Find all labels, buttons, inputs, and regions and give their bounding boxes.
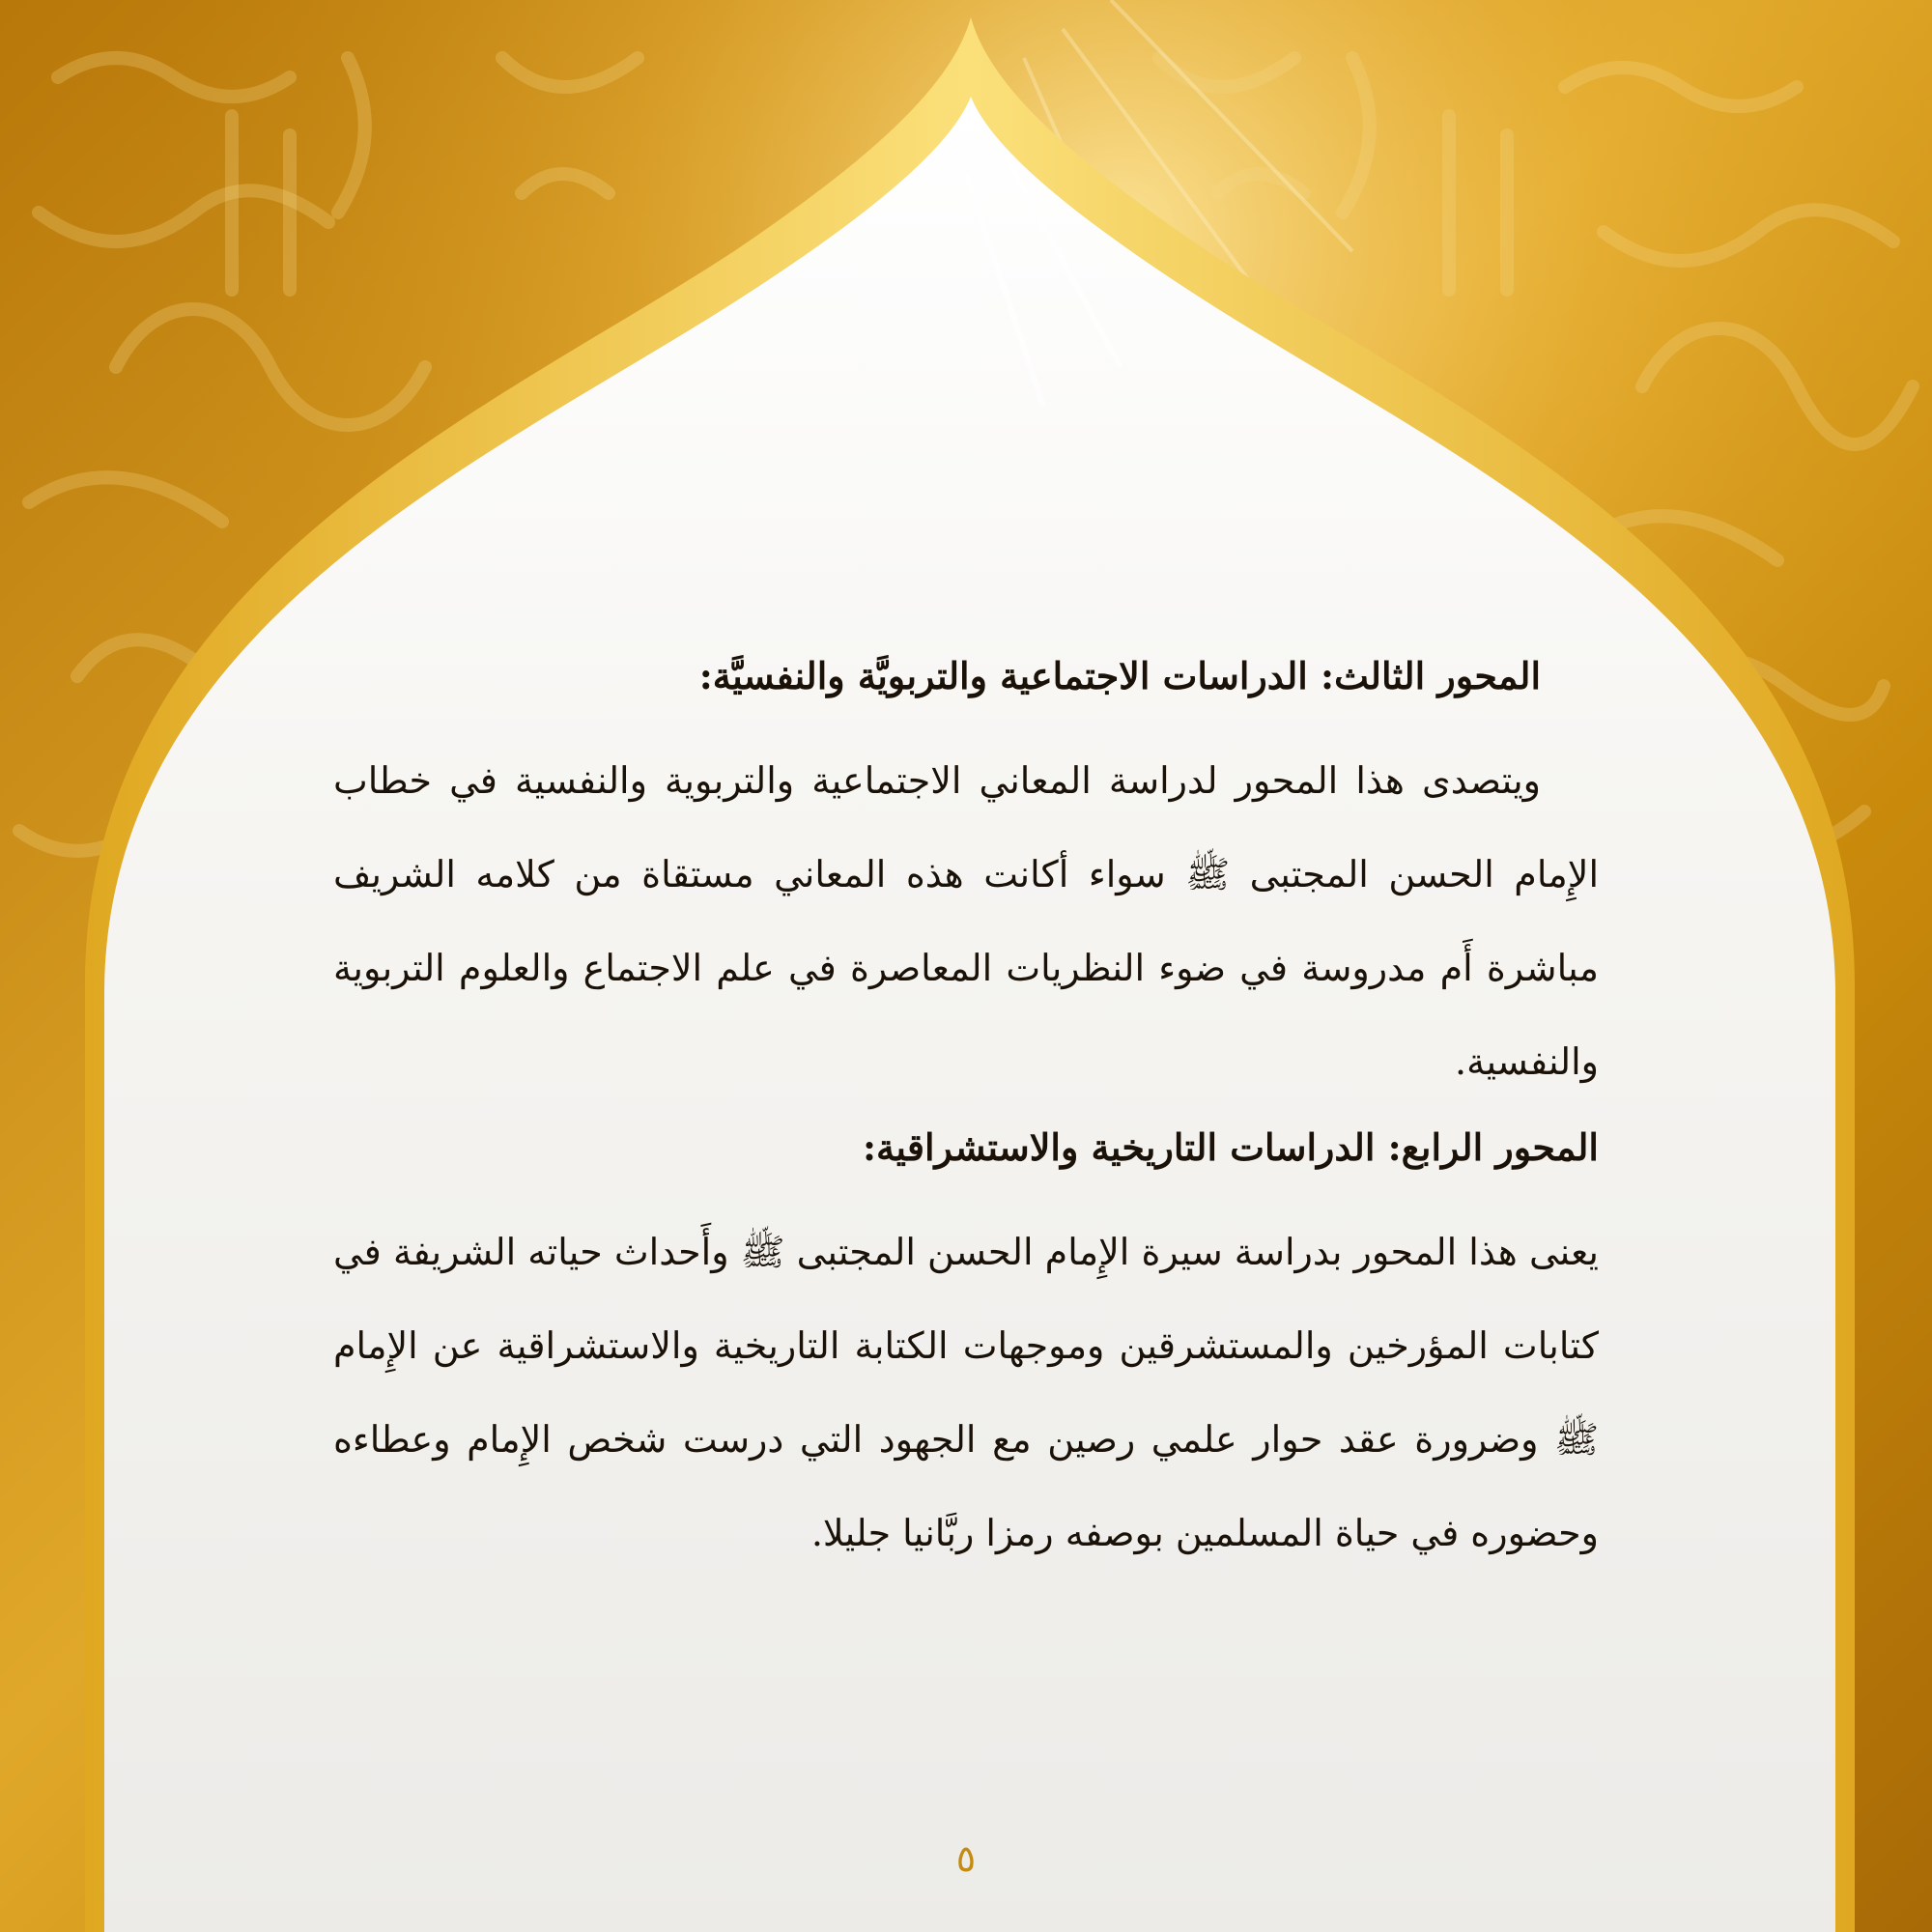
section-3-body: ويتصدى هذا المحور لدراسة المعاني الاجتماعية والتربوية والنفسية في خطاب الإِمام الحسن المجتبى ﷺ سواء أكانت هذه المعاني مستقاة من كلامه الشريف مباشرة أَم مدروسة في ضوء النظريات المعاصرة في علم الاجتماع والعلوم التربوية والنفسية. (333, 759, 1599, 1083)
text-body (333, 647, 1599, 1580)
section-4-heading: المحور الرابع: الدراسات التاريخية والاستشراقية: (862, 1125, 1599, 1169)
page-number: ٥ (955, 1837, 977, 1880)
section-3-heading: المحور الثالث: الدراسات الاجتماعية والتربويَّة والنفسيَّة: (698, 654, 1541, 697)
section-4-body: يعنى هذا المحور بدراسة سيرة الإِمام الحسن المجتبى ﷺ وأَحداث حياته الشريفة في كتابات المؤرخين والمستشرقين وموجهات الكتابة التاريخية والاستشراقية عن الإِمام ﷺ وضرورة عقد حوار علمي رصين مع الجهود التي درست شخص الإِمام وعطاءه وحضوره في حياة المسلمين بوصفه رمزا ربَّانيا جليلا. (333, 1231, 1599, 1554)
